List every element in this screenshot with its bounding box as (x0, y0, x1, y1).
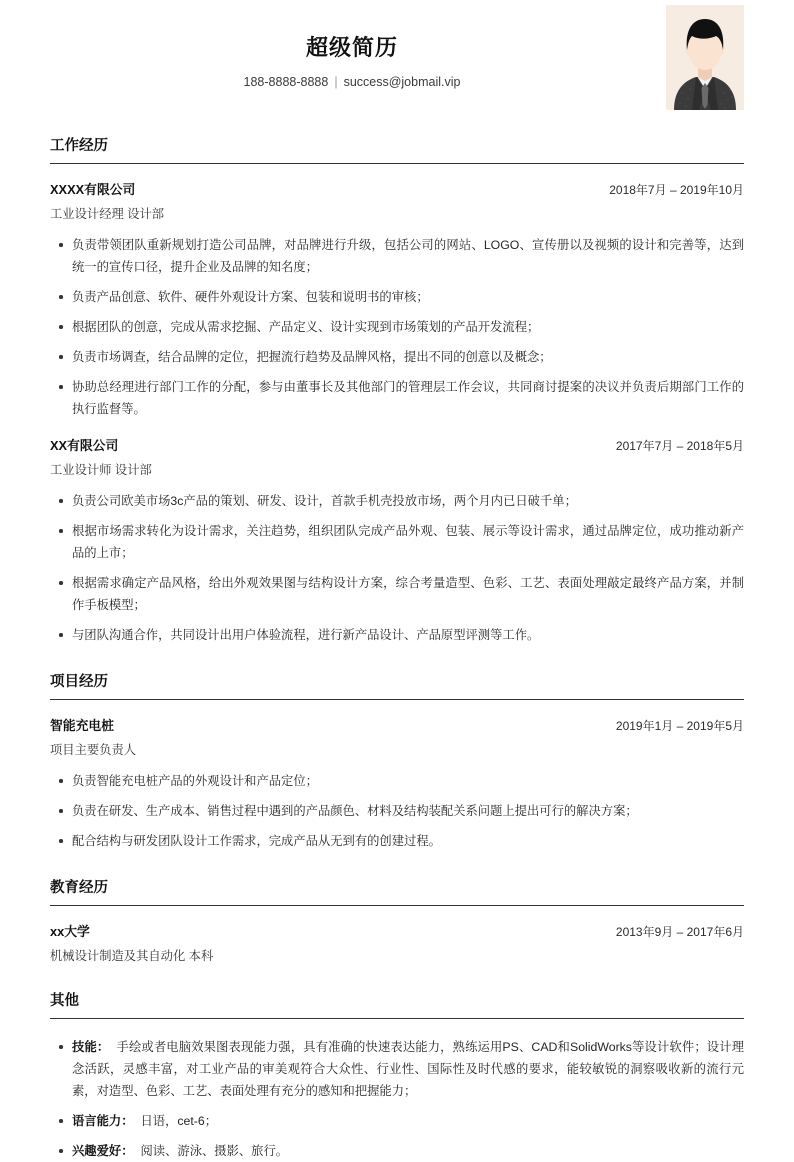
bullet-item: 负责在研发、生产成本、销售过程中遇到的产品颜色、材料及结构装配关系问题上提出可行的解决方案； (50, 800, 744, 822)
bullet-text: 阅读、游泳、摄影、旅行。 (140, 1144, 289, 1158)
bullet-item: 配合结构与研发团队设计工作需求，完成产品从无到有的创建过程。 (50, 830, 744, 852)
bullet-text: 手绘或者电脑效果图表现能力强，具有准确的快速表达能力，熟练运用PS、CAD和SolidWorks等设计软件；设计理念活跃，灵感丰富，对工业产品的审美观符合大众性、行业性、国际性及时代感的要求，能较敏锐的洞察吸收新的流行元素，对造型、色彩、工艺、表面处理有充分的感知和把握能力； (72, 1040, 744, 1098)
entry-organization: xx大学 (50, 924, 90, 939)
contact-separator: | (334, 75, 338, 89)
phone-number: 188-8888-8888 (243, 75, 329, 89)
bullet-item: 负责产品创意、软件、硬件外观设计方案、包装和说明书的审核； (50, 286, 744, 308)
section-title: 项目经历 (50, 674, 108, 690)
entry-organization: 智能充电桩 (50, 718, 114, 733)
bullet-text: 日语，cet-6； (140, 1114, 218, 1128)
section-divider (50, 1018, 744, 1019)
bullet-item: 根据需求确定产品风格，给出外观效果图与结构设计方案，综合考量造型、色彩、工艺、表面处理敲定最终产品方案，并制作手板模型； (50, 572, 744, 616)
entry-header (50, 717, 744, 735)
contact-line (50, 74, 654, 91)
bullet-label: 语言能力： (72, 1114, 134, 1128)
entry-subtitle: 项目主要负责人 (50, 743, 137, 757)
section (50, 991, 744, 1162)
section-title: 其他 (50, 993, 79, 1009)
bullet-item (50, 1036, 744, 1102)
bullet-item: 与团队沟通合作，共同设计出用户体验流程，进行新产品设计、产品原型评测等工作。 (50, 624, 744, 646)
bullet-item (50, 1110, 744, 1132)
email-address: success@jobmail.vip (343, 75, 461, 89)
section (50, 136, 744, 646)
section (50, 672, 744, 852)
section-title: 教育经历 (50, 880, 108, 896)
entry (50, 1036, 744, 1162)
person-avatar-icon (666, 5, 744, 110)
entry-organization: XX有限公司 (50, 438, 119, 453)
section-divider (50, 905, 744, 906)
entry-header (50, 437, 744, 455)
bullet-label: 技能： (72, 1040, 110, 1054)
bullet-item (50, 1140, 744, 1162)
section (50, 878, 744, 965)
bullet-list (50, 770, 744, 852)
entry-subtitle: 工业设计师 设计部 (50, 463, 152, 477)
entry-date-range: 2013年9月 – 2017年6月 (615, 925, 744, 939)
header-text-block (50, 33, 744, 91)
bullet-item: 负责智能充电桩产品的外观设计和产品定位； (50, 770, 744, 792)
entry-date-range: 2018年7月 – 2019年10月 (609, 183, 744, 197)
bullet-item: 根据市场需求转化为设计需求，关注趋势，组织团队完成产品外观、包装、展示等设计需求，通过品牌定位，成功推动新产品的上市； (50, 520, 744, 564)
bullet-item: 负责公司欧美市场3c产品的策划、研发、设计，首款手机壳投放市场，两个月内已日破千单； (50, 490, 744, 512)
bullet-item: 负责带领团队重新规划打造公司品牌，对品牌进行升级，包括公司的网站、LOGO、宣传册以及视频的设计和完善等，达到统一的宣传口径，提升企业及品牌的知名度； (50, 234, 744, 278)
bullet-label: 兴趣爱好： (72, 1144, 134, 1158)
section-divider (50, 163, 744, 164)
avatar (666, 5, 744, 110)
entry (50, 717, 744, 852)
bullet-list (50, 234, 744, 420)
entry (50, 181, 744, 420)
entry-header (50, 923, 744, 941)
section-title: 工作经历 (50, 138, 108, 154)
bullet-item: 负责市场调查，结合品牌的定位，把握流行趋势及品牌风格，提出不同的创意以及概念； (50, 346, 744, 368)
section-divider (50, 699, 744, 700)
entry (50, 437, 744, 646)
bullet-list (50, 490, 744, 646)
entry-date-range: 2017年7月 – 2018年5月 (615, 439, 744, 453)
bullet-list (50, 1036, 744, 1162)
entry-organization: XXXX有限公司 (50, 182, 136, 197)
entry-header (50, 181, 744, 199)
entry (50, 923, 744, 965)
resume-sections (50, 136, 744, 1162)
bullet-item: 根据团队的创意，完成从需求挖掘、产品定义、设计实现到市场策划的产品开发流程； (50, 316, 744, 338)
entry-subtitle: 工业设计经理 设计部 (50, 207, 165, 221)
page-title: 超级简历 (305, 35, 398, 60)
bullet-item: 协助总经理进行部门工作的分配，参与由董事长及其他部门的管理层工作会议，共同商讨提案的决议并负责后期部门工作的执行监督等。 (50, 376, 744, 420)
resume-header (50, 0, 744, 112)
entry-subtitle: 机械设计制造及其自动化 本科 (50, 949, 214, 963)
entry-date-range: 2019年1月 – 2019年5月 (615, 719, 744, 733)
